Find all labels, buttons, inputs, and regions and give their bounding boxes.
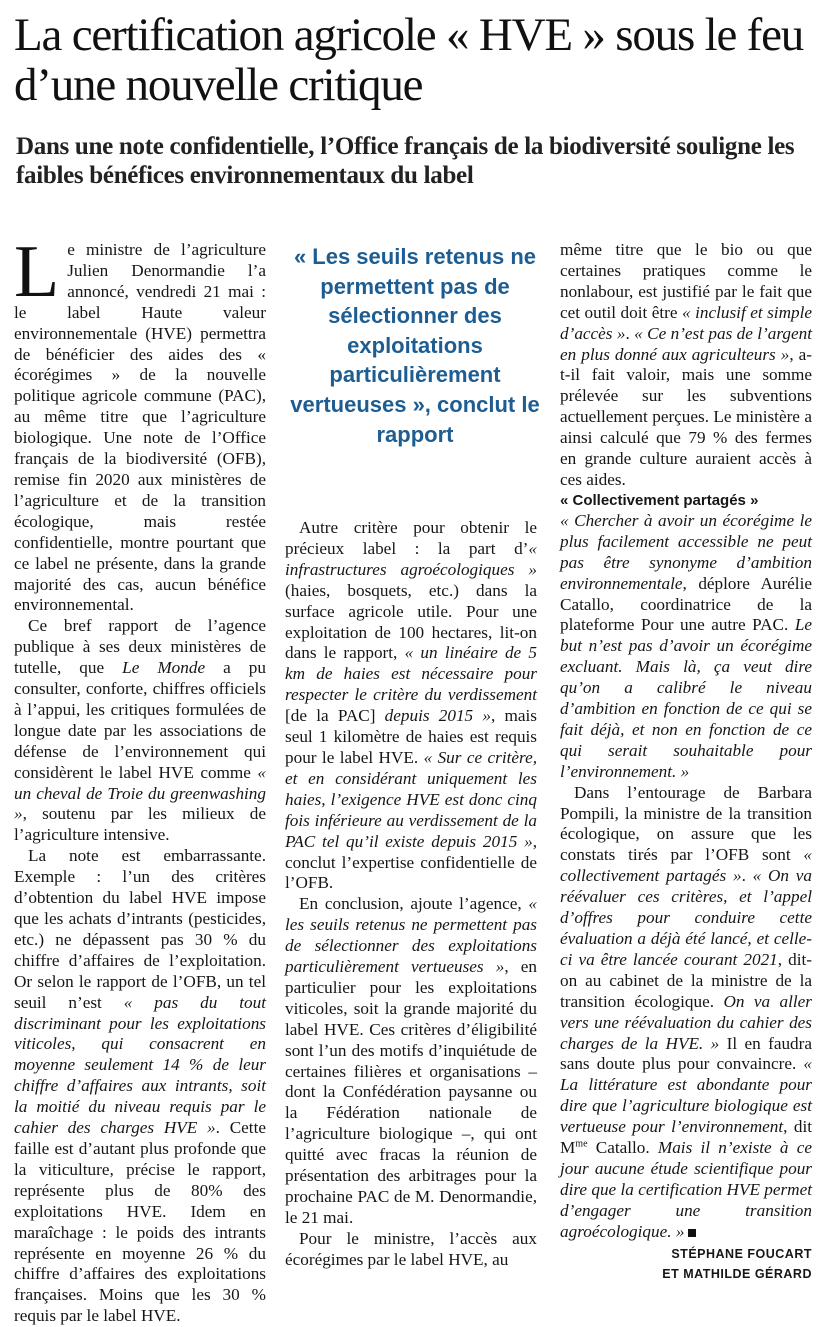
paragraph: En conclusion, ajoute l’agence, « les seuils retenus ne permettent pas de sélectionner des exploitations particulièrement vertueuses », en particulier pour les exploitations viticoles, soit la grande majorité du label HVE. Ces critères d’éligibilité sont l’un des motifs d’inquiétude de certaines filières et organisations – dont la Confédération paysanne ou la Fédération nationale de l’agriculture biologique –, qui ont quitté avec fracas la réunion de présentation des arbitrages pour la prochaine PAC de M. Denormandie, le 21 mai. — [285, 894, 537, 1227]
paragraph: Autre critère pour obtenir le précieux label : la part d’« infrastructures agroécologiques » (haies, bosquets, etc.) dans la surface agricole utile. Pour une exploitation de 100 hectares, lit-on dans le rapport, « un linéaire de 5 km de haies est nécessaire pour respecter le critère du verdissement [de la PAC] depuis 2015 », mais seul 1 kilomètre de haies est requis pour le label HVE. « Sur ce critère, et en considérant uniquement les haies, l’exigence HVE est donc cinq fois inférieure au verdissement de la PAC tel qu’il existe depuis 2015 », conclut l’expertise confidentielle de l’OFB. — [285, 518, 538, 893]
headline: La certification agricole « HVE » sous le feu d’une nouvelle critique — [14, 9, 804, 111]
quote: « un cheval de Troie du greenwashing » — [14, 762, 266, 824]
article-column-3 — [560, 240, 812, 1284]
end-mark-icon — [688, 1229, 696, 1237]
article-column-2 — [285, 518, 537, 1271]
paragraph: Pour le ministre, l’accès aux écorégimes par le label HVE, au — [285, 1228, 537, 1269]
publication-name: Le Monde — [122, 658, 206, 678]
paragraph: Ce bref rapport de l’agence publique à ses deux ministères de tutelle, que Le Monde a pu consulter, conforte, chiffres officiels à l’appui, les critiques formulées de longue date par les associations de défense de l’environnement qui considèrent le label HVE comme « un cheval de Troie du greenwashing », soutenu par les milieux de l’agriculture intensive. — [14, 616, 266, 845]
paragraph: même titre que le bio ou que certaines pratiques comme le nonlabour, est justifié par le fait que cet outil doit être « inclusif et simple d’accès ». « Ce n’est pas de l’argent en plus donné aux agriculteurs », a-t-il fait valoir, mais une somme prélevée sur les subventions actuellement perçues. Le ministère a ainsi calculé que 79 % des fermes en grande culture auraient accès à ces aides. — [560, 240, 812, 489]
pull-quote: « Les seuils retenus ne permettent pas de sélectionner des exploitations particulièrement vertueuses », conclut le rapport — [290, 244, 540, 447]
byline-author-1: STÉPHANE FOUCART — [671, 1246, 812, 1261]
paragraph: La note est embarrassante. Exemple : l’un des critères d’obtention du label HVE impose que les achats d’intrants (pesticides, etc.) ne dépassent pas 30 % du chiffre d’affaires de l’exploitation. Or selon le rapport de l’OFB, un tel seuil n’est « pas du tout discriminant pour les exploitations viticoles, qui consacrent en moyenne seulement 14 % de leur chiffre d’affaires aux intrants, soit la moitié du niveau requis par le cahier des charges HVE ». Cette faille est d’autant plus profonde que la viticulture, précise le rapport, représente plus de 80% des exploitations HVE. Idem en maraîchage : le poids des intrants représente en moyenne 26 % du chiffre d’affaires des exploitations françaises. Moins que les 30 % requis par le label HVE. — [14, 846, 266, 1326]
section-subhead: « Collectivement partagés » — [560, 491, 759, 509]
quote: « pas du tout discriminant pour les exploitations viticoles, qui consacrent en moyenne seulement 14 % de leur chiffre d’affaires aux intrants, soit la moitié du niveau requis par le cahier des charges HVE » — [14, 992, 266, 1138]
drop-cap: L — [14, 231, 60, 313]
paragraph: Le ministre de l’agriculture Julien Denormandie l’a annoncé, vendredi 21 mai : le label Haute valeur environnementale (HVE) permettra de bénéficier des aides des « écorégimes » de la nouvelle politique agricole commune (PAC), au même titre que l’agriculture biologique. Une note de l’Office français de la biodiversité (OFB), remise fin 2020 aux ministères de l’agriculture et de la transition écologique, mais restée confidentielle, montre pourtant que ce label ne présente, dans la grande majorité des cas, aucun bénéfice environnemental. — [14, 231, 266, 615]
article-column-1 — [14, 231, 266, 1327]
paragraph: « Chercher à avoir un écorégime le plus facilement accessible ne peut pas être synonyme d’ambition environnementale, déplore Aurélie Catallo, coordinatrice de la plateforme Pour une autre PAC. Le but n’est pas d’avoir un écorégime excluant. Mais là, ça veut dire qu’on a calibré le niveau d’ambition en fonction de ce qui se fait déjà, et non en fonction de ce qui serait souhaitable pour l’environnement. » — [560, 510, 812, 781]
deck-subtitle: Dans une note confidentielle, l’Office français de la biodiversité souligne les faibles bénéfices environnementaux du label — [16, 133, 795, 189]
byline-author-2: ET MATHILDE GÉRARD — [662, 1266, 812, 1281]
paragraph: Dans l’entourage de Barbara Pompili, la ministre de la transition écologique, on assure que les constats tirés par l’OFB sont « collectivement partagés ». « On va réévaluer ces critères, et l’appel d’offres pour conduire cette évaluation a déjà été lancé, et celle-ci va être lancée courant 2021, dit-on au cabinet de la ministre de la transition écologique. On va aller vers une réévaluation du cahier des charges de la HVE. » Il en faudra sans doute plus pour convaincre. « La littérature est abondante pour dire que l’agriculture biologique est vertueuse pour l’environnement, dit $M^{me}$ Catallo. Mais il n’existe à ce jour aucune étude scientifique pour dire que la certification HVE permet d’engager une transition agroécologique. » — [560, 782, 813, 1241]
